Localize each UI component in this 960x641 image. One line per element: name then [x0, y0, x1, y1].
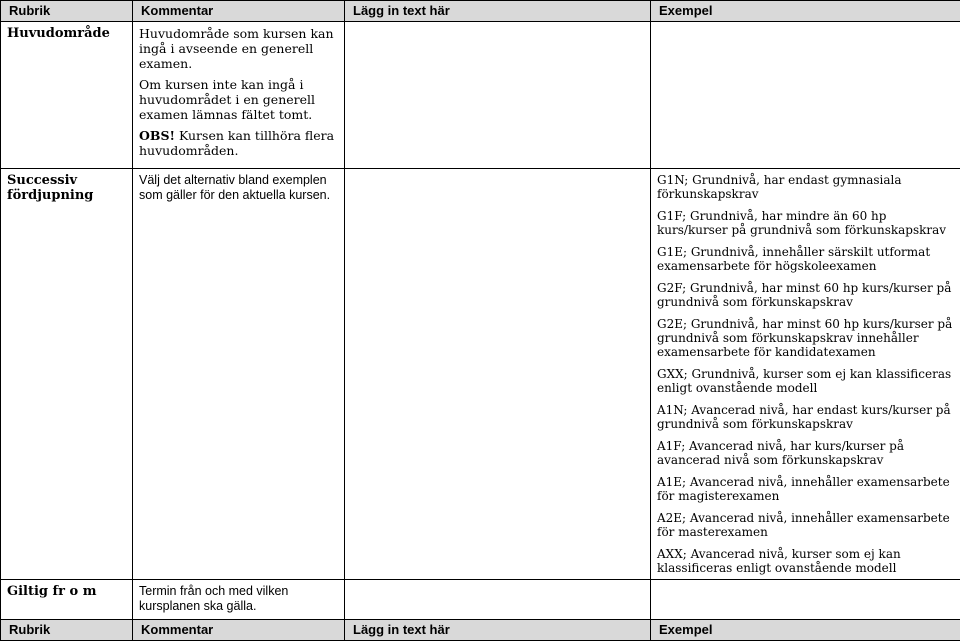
- header-exempel: Exempel: [651, 1, 960, 22]
- huvud-p2: Om kursen inte kan ingå i huvudområdet i en generell examen lämnas fältet tomt.: [139, 77, 338, 122]
- header-kommentar: Kommentar: [133, 1, 345, 22]
- obs-text: Kursen kan tillhöra flera huvudområden.: [139, 128, 334, 158]
- label-huvudomrade: Huvudområde: [1, 22, 133, 169]
- footer-lagg-in-text: Lägg in text här: [345, 620, 651, 641]
- header-rubrik: Rubrik: [1, 1, 133, 22]
- example-g2f: G2F; Grundnivå, har minst 60 hp kurs/kurser på grundnivå som förkunskapskrav: [657, 281, 954, 309]
- example-gxx: GXX; Grundnivå, kurser som ej kan klassificeras enligt ovanstående modell: [657, 367, 954, 395]
- example-g1e: G1E; Grundnivå, innehåller särskilt utformat examensarbete för högskoleexamen: [657, 245, 954, 273]
- obs-label: OBS!: [139, 128, 175, 143]
- exempel-giltig-from: [651, 580, 960, 620]
- header-row: [1, 1, 960, 22]
- row-successiv-fordjupning: [1, 169, 960, 580]
- input-huvudomrade[interactable]: [345, 22, 651, 169]
- input-successiv-fordjupning[interactable]: [345, 169, 651, 580]
- example-a1n: A1N; Avancerad nivå, har endast kurs/kurser på grundnivå som förkunskapskrav: [657, 403, 954, 431]
- kommentar-successiv-fordjupning: Välj det alternativ bland exemplen som gäller för den aktuella kursen.: [133, 169, 345, 580]
- input-giltig-from[interactable]: [345, 580, 651, 620]
- kommentar-giltig-from: Termin från och med vilken kursplanen ska gälla.: [133, 580, 345, 620]
- kommentar-huvudomrade: [133, 22, 345, 169]
- row-huvudomrade: [1, 22, 960, 169]
- huvud-p1: Huvudområde som kursen kan ingå i avseende en generell examen.: [139, 26, 338, 71]
- footer-kommentar: Kommentar: [133, 620, 345, 641]
- example-axx: AXX; Avancerad nivå, kurser som ej kan klassificeras enligt ovanstående modell: [657, 547, 954, 575]
- example-a1f: A1F; Avancerad nivå, har kurs/kurser på avancerad nivå som förkunskapskrav: [657, 439, 954, 467]
- label-giltig-from: Giltig fr o m: [1, 580, 133, 620]
- example-a1e: A1E; Avancerad nivå, innehåller examensarbete för magisterexamen: [657, 475, 954, 503]
- footer-exempel: Exempel: [651, 620, 960, 641]
- huvud-obs: [139, 128, 338, 158]
- header-lagg-in-text: Lägg in text här: [345, 1, 651, 22]
- exempel-successiv-fordjupning: [651, 169, 960, 580]
- footer-rubrik: Rubrik: [1, 620, 133, 641]
- example-a2e: A2E; Avancerad nivå, innehåller examensarbete för masterexamen: [657, 511, 954, 539]
- row-giltig-from: [1, 580, 960, 620]
- example-g1f: G1F; Grundnivå, har mindre än 60 hp kurs/kurser på grundnivå som förkunskapskrav: [657, 209, 954, 237]
- exempel-huvudomrade: [651, 22, 960, 169]
- example-g1n: G1N; Grundnivå, har endast gymnasiala förkunskapskrav: [657, 173, 954, 201]
- label-successiv-fordjupning: Successiv fördjupning: [1, 169, 133, 580]
- footer-row: [1, 620, 960, 641]
- example-g2e: G2E; Grundnivå, har minst 60 hp kurs/kurser på grundnivå som förkunskapskrav innehåller examensarbete för kandidatexamen: [657, 317, 954, 359]
